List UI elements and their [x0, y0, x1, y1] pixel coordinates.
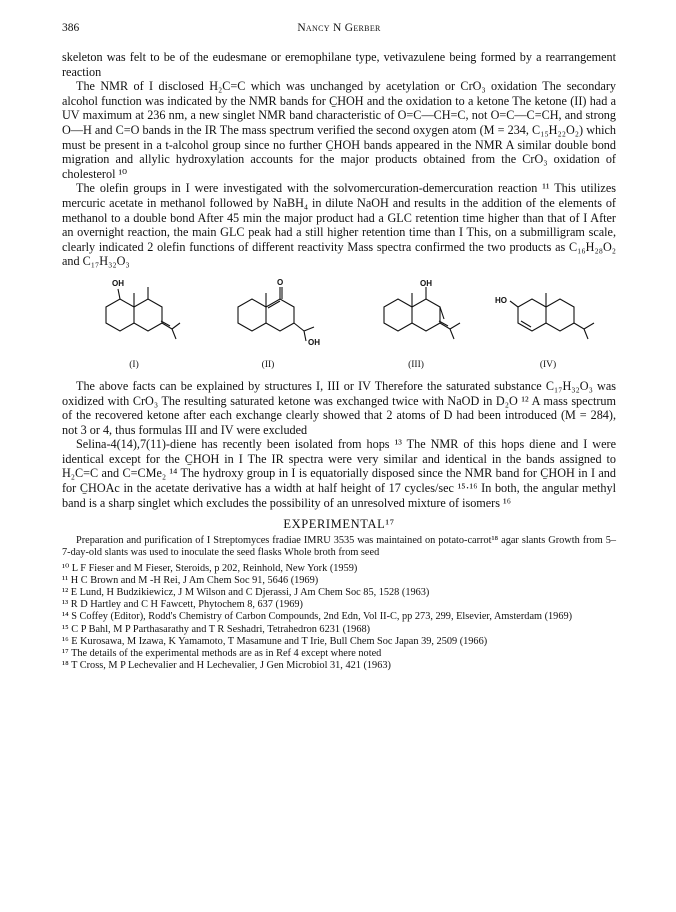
journal-page [62, 22, 616, 672]
structure-label-i: (I) [129, 359, 139, 370]
paragraph-5: Selina-4(14),7(11)-diene has recently been isolated from hops ¹³ The NMR of this hops diene and I were identical except for the C̱HOH in I The IR spectra were very similar and identical in the bands assigned to H₂C=C and C=CMe₂ ¹⁴ The hydroxy group in I is equatorially disposed since the NMR band for C̱HOH in I and for C̱HOAc in the acetate derivative has a width at half height of 17 cycles/sec ¹⁵·¹⁶ In both, the angular methyl band is a sharp singlet which excludes the possibility of an unresolved mixture of isomers ¹⁶ [62, 437, 616, 510]
reference-18: ¹⁸ T Cross, M P Lechevalier and H Lechevalier, J Gen Microbiol 31, 421 (1963) [62, 660, 391, 672]
atom-label-o-ii: O [277, 277, 284, 287]
reference-14: ¹⁴ S Coffey (Editor), Rodd's Chemistry of Carbon Compounds, 2nd Edn, Vol II-C, pp 273, 299, Elsevier, Amsterdam (1969) [62, 611, 573, 623]
article-body [62, 50, 616, 510]
running-head: Nancy N Gerber [297, 22, 381, 34]
paragraph-4: The above facts can be explained by structures I, III or IV Therefore the saturated substance C₁₇H₃₂O₃ was oxidized with CrO₃ The resulting saturated ketone was exchanged twice with NaOD in D₂O ¹² A mass spectrum of the recovered ketone after each exchange clearly showed that 2 atoms of D had been introduced (M = 284), not 3 or 4, thus formulas III and IV were excluded [62, 378, 616, 437]
experimental-paragraph: Preparation and purification of I Streptomyces fradiae IMRU 3535 was maintained on potato-carrot¹⁸ agar slants Growth from 5–7-day-old slants was used to inoculate the seed flasks Whole broth from seed [62, 535, 616, 559]
footnote-references [62, 563, 616, 673]
atom-label-oh-iii: OH [420, 278, 432, 288]
page-number: 386 [62, 22, 80, 34]
atom-label-oh-i: OH [112, 278, 124, 288]
reference-11: ¹¹ H C Brown and M -H Rei, J Am Chem Soc 91, 5646 (1969) [62, 574, 319, 586]
experimental-text [62, 535, 616, 559]
structure-iii [384, 287, 460, 339]
structures-drawing [62, 275, 616, 375]
reference-10: ¹⁰ L F Fieser and M Fieser, Steroids, p 202, Reinhold, New York (1959) [62, 562, 358, 574]
reference-12: ¹² E Lund, H Budzikiewicz, J M Wilson and C Djerassi, J Am Chem Soc 85, 1528 (1963) [62, 587, 430, 599]
page-header [62, 22, 616, 40]
reference-13: ¹³ R D Hartley and C H Fawcett, Phytochem 8, 637 (1969) [62, 599, 303, 611]
section-heading-experimental: EXPERIMENTAL¹⁷ [283, 517, 395, 532]
atom-label-ho-iv: HO [495, 295, 507, 305]
structure-ii [238, 287, 314, 341]
structure-label-iii: (III) [408, 359, 424, 370]
chemical-structures [62, 275, 616, 375]
atom-label-oh-ii: OH [308, 337, 320, 347]
structure-iv [510, 293, 594, 339]
reference-16: ¹⁶ E Kurosawa, M Izawa, K Yamamoto, T Masamune and T Irie, Bull Chem Soc Japan 39, 2509 (1966) [62, 635, 488, 647]
reference-17: ¹⁷ The details of the experimental methods are as in Ref 4 except where noted [62, 648, 382, 660]
paragraph-1: skeleton was felt to be of the eudesmane or eremophilane type, vetivazulene being formed by a rearrangement reaction [62, 50, 616, 79]
paragraph-2: The NMR of I disclosed H₂C=C which was unchanged by acetylation or CrO₃ oxidation The secondary alcohol function was indicated by the NMR bands for C̱HOH and the oxidation to a ketone The ketone (II) had a UV maximum at 236 nm, a new singlet NMR band characteristic of O=C—CH=C, not O=C—C=CH, and strong O—H and C=O bands in the IR The mass spectrum verified the second oxygen atom (M = 234, C₁₅H₂₂O₂) which must be present in a t-alcohol group since no further C̱HOH bands appeared in the NMR A similar double bond migration and allylic hydroxylation accounts for the major products obtained from the CrO₃ oxidation of cholesterol ¹⁰ [62, 79, 616, 181]
reference-15: ¹⁵ C P Bahl, M P Parthasarathy and T R Seshadri, Tetrahedron 6231 (1968) [62, 623, 371, 635]
paragraph-3: The olefin groups in I were investigated with the solvomercuration-demercuration reaction ¹¹ This utilizes mercuric acetate in methanol followed by NaBH₄ in dilute NaOH and results in the addition of the elements of methanol to a double bond After 45 min the major product had a GLC retention time higher than that of I After an overnight reaction, the main GLC peak had a still higher retention time than I This, on a submilligram scale, clearly indicated 2 olefin functions of different reactivity Mass spectra confirmed the two products as C₁₆H₂₈O₂ and C₁₇H₃₂O₃ [62, 181, 616, 269]
structure-label-iv: (IV) [539, 359, 557, 370]
structure-label-ii: (II) [261, 359, 275, 370]
structure-i [106, 287, 180, 339]
